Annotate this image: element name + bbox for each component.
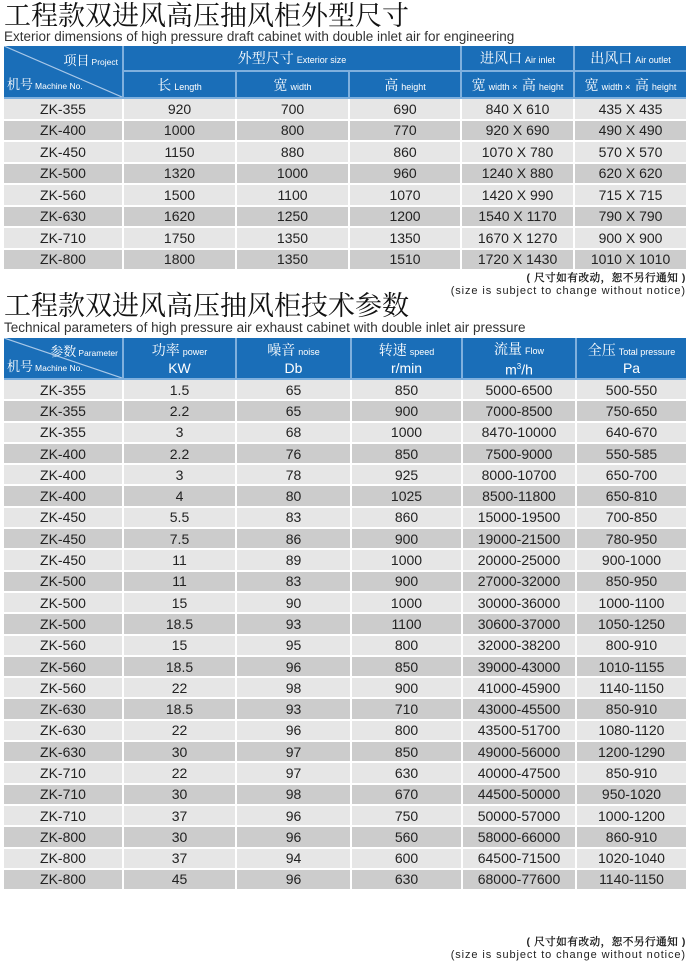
machine-no-cell: ZK-500 <box>4 593 124 614</box>
notice-2 <box>451 936 686 962</box>
value-cell: 620 X 620 <box>575 164 686 186</box>
value-cell: 22 <box>124 763 237 784</box>
technical-parameters-title-en: Technical parameters of high pressure air exhaust cabinet with double inlet air pressure <box>4 320 526 335</box>
value-cell: 30 <box>124 785 237 806</box>
value-cell: 3 <box>124 465 237 486</box>
table-row <box>4 785 686 806</box>
value-cell: 1080-1120 <box>577 721 686 742</box>
value-cell: 800 <box>352 721 463 742</box>
value-cell: 690 <box>350 99 462 121</box>
machine-no-cell: ZK-400 <box>4 465 124 486</box>
machine-no-cell: ZK-355 <box>4 99 124 121</box>
value-cell: 1000-1200 <box>577 806 686 827</box>
value-cell: 1540 X 1170 <box>462 207 575 229</box>
power-header: 功率 power KW <box>124 338 237 380</box>
value-cell: 27000-32000 <box>463 572 577 593</box>
value-cell: 93 <box>237 614 352 635</box>
value-cell: 43500-51700 <box>463 721 577 742</box>
value-cell: 1000 <box>352 423 463 444</box>
value-cell: 96 <box>237 657 352 678</box>
value-cell: 880 <box>237 142 350 164</box>
value-cell: 41000-45900 <box>463 678 577 699</box>
value-cell: 770 <box>350 121 462 143</box>
machine-no-cell: ZK-800 <box>4 250 124 272</box>
value-cell: 850-910 <box>577 763 686 784</box>
table-row <box>4 657 686 678</box>
table-row <box>4 593 686 614</box>
table-row <box>4 444 686 465</box>
value-cell: 58000-66000 <box>463 827 577 848</box>
value-cell: 8470-10000 <box>463 423 577 444</box>
machine-no-cell: ZK-630 <box>4 699 124 720</box>
value-cell: 860 <box>350 142 462 164</box>
technical-parameters-title-cn: 工程款双进风高压抽风柜技术参数 <box>4 291 409 322</box>
air-inlet-header: 进风口 Air inlet <box>462 46 575 72</box>
table-row <box>4 142 686 164</box>
value-cell: 650-700 <box>577 465 686 486</box>
machine-no-cell: ZK-500 <box>4 614 124 635</box>
machine-no-label-en: Machine No. <box>35 363 83 373</box>
value-cell: 65 <box>237 380 352 401</box>
value-cell: 1500 <box>124 185 237 207</box>
value-cell: 1240 X 880 <box>462 164 575 186</box>
value-cell: 960 <box>350 164 462 186</box>
value-cell: 44500-50000 <box>463 785 577 806</box>
table-row <box>4 763 686 784</box>
value-cell: 20000-25000 <box>463 550 577 571</box>
machine-no-cell: ZK-800 <box>4 849 124 870</box>
machine-no-cell: ZK-400 <box>4 121 124 143</box>
table-row <box>4 849 686 870</box>
machine-no-cell: ZK-630 <box>4 721 124 742</box>
value-cell: 1620 <box>124 207 237 229</box>
parameter-label-en: Parameter <box>78 348 118 358</box>
value-cell: 850-910 <box>577 699 686 720</box>
value-cell: 45 <box>124 870 237 891</box>
table-row <box>4 721 686 742</box>
value-cell: 7.5 <box>124 529 237 550</box>
value-cell: 43000-45500 <box>463 699 577 720</box>
notice-1 <box>451 272 686 298</box>
value-cell: 18.5 <box>124 657 237 678</box>
table-row <box>4 742 686 763</box>
exterior-dimensions-title-cn: 工程款双进风高压抽风柜外型尺寸 <box>4 1 409 32</box>
table-row <box>4 550 686 571</box>
table-row <box>4 870 686 891</box>
value-cell: 98 <box>237 785 352 806</box>
value-cell: 1070 <box>350 185 462 207</box>
value-cell: 15000-19500 <box>463 508 577 529</box>
value-cell: 670 <box>352 785 463 806</box>
machine-no-cell: ZK-800 <box>4 870 124 891</box>
machine-no-cell: ZK-400 <box>4 486 124 507</box>
corner-header <box>4 338 124 380</box>
value-cell: 22 <box>124 721 237 742</box>
value-cell: 920 X 690 <box>462 121 575 143</box>
value-cell: 96 <box>237 827 352 848</box>
table-row <box>4 636 686 657</box>
table-row <box>4 529 686 550</box>
value-cell: 22 <box>124 678 237 699</box>
value-cell: 1020-1040 <box>577 849 686 870</box>
value-cell: 800-910 <box>577 636 686 657</box>
value-cell: 850 <box>352 380 463 401</box>
value-cell: 1200-1290 <box>577 742 686 763</box>
value-cell: 15 <box>124 593 237 614</box>
machine-no-cell: ZK-500 <box>4 164 124 186</box>
table-row <box>4 699 686 720</box>
value-cell: 850 <box>352 657 463 678</box>
value-cell: 18.5 <box>124 614 237 635</box>
value-cell: 1720 X 1430 <box>462 250 575 272</box>
value-cell: 1050-1250 <box>577 614 686 635</box>
machine-no-cell: ZK-560 <box>4 185 124 207</box>
machine-no-cell: ZK-450 <box>4 550 124 571</box>
value-cell: 900 X 900 <box>575 228 686 250</box>
value-cell: 95 <box>237 636 352 657</box>
value-cell: 900 <box>352 401 463 422</box>
value-cell: 700-850 <box>577 508 686 529</box>
value-cell: 37 <box>124 849 237 870</box>
value-cell: 710 <box>352 699 463 720</box>
value-cell: 19000-21500 <box>463 529 577 550</box>
value-cell: 1100 <box>237 185 350 207</box>
value-cell: 570 X 570 <box>575 142 686 164</box>
value-cell: 640-670 <box>577 423 686 444</box>
value-cell: 1670 X 1270 <box>462 228 575 250</box>
value-cell: 920 <box>124 99 237 121</box>
value-cell: 30600-37000 <box>463 614 577 635</box>
exterior-dimensions-table <box>4 46 686 271</box>
value-cell: 1420 X 990 <box>462 185 575 207</box>
machine-no-cell: ZK-450 <box>4 529 124 550</box>
value-cell: 860-910 <box>577 827 686 848</box>
machine-no-label-cn: 机号 <box>7 78 34 93</box>
value-cell: 925 <box>352 465 463 486</box>
value-cell: 8500-11800 <box>463 486 577 507</box>
value-cell: 93 <box>237 699 352 720</box>
value-cell: 30 <box>124 827 237 848</box>
value-cell: 900 <box>352 572 463 593</box>
value-cell: 39000-43000 <box>463 657 577 678</box>
table-row <box>4 99 686 121</box>
value-cell: 98 <box>237 678 352 699</box>
noise-header: 噪音 noise Db <box>237 338 352 380</box>
value-cell: 2.2 <box>124 401 237 422</box>
machine-no-cell: ZK-630 <box>4 207 124 229</box>
value-cell: 500-550 <box>577 380 686 401</box>
value-cell: 780-950 <box>577 529 686 550</box>
value-cell: 700 <box>237 99 350 121</box>
flow-header: 流量 Flow $m^3/h$ <box>463 338 577 380</box>
value-cell: 1800 <box>124 250 237 272</box>
notice-2-cn: ( 尺寸如有改动，恕不另行通知 ) <box>526 936 686 948</box>
value-cell: 3 <box>124 423 237 444</box>
table-row <box>4 572 686 593</box>
value-cell: 96 <box>237 721 352 742</box>
machine-no-label-en: Machine No. <box>35 81 83 91</box>
table-row <box>4 423 686 444</box>
machine-no-cell: ZK-800 <box>4 827 124 848</box>
table-row <box>4 827 686 848</box>
speed-header: 转速 speed r/min <box>352 338 463 380</box>
value-cell: 4 <box>124 486 237 507</box>
value-cell: 83 <box>237 508 352 529</box>
value-cell: 5.5 <box>124 508 237 529</box>
value-cell: 1.5 <box>124 380 237 401</box>
value-cell: 65 <box>237 401 352 422</box>
value-cell: 1200 <box>350 207 462 229</box>
total-pressure-header: 全压 Total pressure Pa <box>577 338 686 380</box>
value-cell: 90 <box>237 593 352 614</box>
notice-1-en: (size is subject to change without notice) <box>450 285 686 297</box>
value-cell: 715 X 715 <box>575 185 686 207</box>
value-cell: 96 <box>237 870 352 891</box>
machine-no-cell: ZK-630 <box>4 742 124 763</box>
value-cell: 1150 <box>124 142 237 164</box>
table-row <box>4 121 686 143</box>
exterior-size-header: 外型尺寸 Exterior size <box>124 46 462 72</box>
value-cell: 97 <box>237 742 352 763</box>
value-cell: 40000-47500 <box>463 763 577 784</box>
technical-parameters-table <box>4 338 686 891</box>
value-cell: 11 <box>124 572 237 593</box>
value-cell: 900 <box>352 678 463 699</box>
value-cell: 1100 <box>352 614 463 635</box>
machine-no-label-cn: 机号 <box>7 360 34 375</box>
value-cell: 80 <box>237 486 352 507</box>
machine-no-cell: ZK-355 <box>4 380 124 401</box>
value-cell: 630 <box>352 870 463 891</box>
value-cell: 850 <box>352 742 463 763</box>
value-cell: 64500-71500 <box>463 849 577 870</box>
value-cell: 7000-8500 <box>463 401 577 422</box>
machine-no-cell: ZK-560 <box>4 636 124 657</box>
value-cell: 1025 <box>352 486 463 507</box>
value-cell: 1140-1150 <box>577 678 686 699</box>
value-cell: 78 <box>237 465 352 486</box>
machine-no-cell: ZK-355 <box>4 401 124 422</box>
air-outlet-header: 出风口 Air outlet <box>575 46 686 72</box>
parameter-label-cn: 参数 <box>50 345 77 360</box>
value-cell: 1750 <box>124 228 237 250</box>
corner-header <box>4 46 124 99</box>
value-cell: 550-585 <box>577 444 686 465</box>
value-cell: 600 <box>352 849 463 870</box>
table-row <box>4 164 686 186</box>
table-row <box>4 207 686 229</box>
value-cell: 435 X 435 <box>575 99 686 121</box>
inlet-size-header: 宽 width × 高 height <box>462 72 575 99</box>
value-cell: 750 <box>352 806 463 827</box>
value-cell: 89 <box>237 550 352 571</box>
value-cell: 1250 <box>237 207 350 229</box>
value-cell: 1510 <box>350 250 462 272</box>
machine-no-cell: ZK-400 <box>4 444 124 465</box>
machine-no-cell: ZK-500 <box>4 572 124 593</box>
notice-1-cn: ( 尺寸如有改动，恕不另行通知 ) <box>526 272 686 284</box>
value-cell: 1010-1155 <box>577 657 686 678</box>
value-cell: 790 X 790 <box>575 207 686 229</box>
value-cell: 950-1020 <box>577 785 686 806</box>
table-row <box>4 185 686 207</box>
value-cell: 1000-1100 <box>577 593 686 614</box>
table-row <box>4 678 686 699</box>
value-cell: 800 <box>352 636 463 657</box>
notice-2-en: (size is subject to change without notice) <box>450 949 686 961</box>
machine-no-cell: ZK-450 <box>4 142 124 164</box>
value-cell: 1140-1150 <box>577 870 686 891</box>
value-cell: 1070 X 780 <box>462 142 575 164</box>
table-row <box>4 486 686 507</box>
value-cell: 49000-56000 <box>463 742 577 763</box>
table-row <box>4 228 686 250</box>
value-cell: 11 <box>124 550 237 571</box>
value-cell: 68000-77600 <box>463 870 577 891</box>
value-cell: 86 <box>237 529 352 550</box>
table-row <box>4 806 686 827</box>
value-cell: 750-650 <box>577 401 686 422</box>
outlet-size-header: 宽 width × 高 height <box>575 72 686 99</box>
height-header: 高 height <box>350 72 462 99</box>
machine-no-cell: ZK-560 <box>4 678 124 699</box>
value-cell: 1010 X 1010 <box>575 250 686 272</box>
value-cell: 1320 <box>124 164 237 186</box>
value-cell: 490 X 490 <box>575 121 686 143</box>
length-header: 长 Length <box>124 72 237 99</box>
project-label-en: Project <box>91 57 118 67</box>
value-cell: 32000-38200 <box>463 636 577 657</box>
machine-no-cell: ZK-560 <box>4 657 124 678</box>
machine-no-cell: ZK-710 <box>4 785 124 806</box>
value-cell: 94 <box>237 849 352 870</box>
value-cell: 630 <box>352 763 463 784</box>
value-cell: 7500-9000 <box>463 444 577 465</box>
value-cell: 1000 <box>124 121 237 143</box>
value-cell: 860 <box>352 508 463 529</box>
value-cell: 76 <box>237 444 352 465</box>
machine-no-cell: ZK-710 <box>4 763 124 784</box>
value-cell: 30000-36000 <box>463 593 577 614</box>
table-row <box>4 250 686 272</box>
table-row <box>4 401 686 422</box>
value-cell: 850 <box>352 444 463 465</box>
value-cell: 900 <box>352 529 463 550</box>
value-cell: 1350 <box>350 228 462 250</box>
machine-no-cell: ZK-355 <box>4 423 124 444</box>
value-cell: 50000-57000 <box>463 806 577 827</box>
table-row <box>4 614 686 635</box>
value-cell: 37 <box>124 806 237 827</box>
table-row <box>4 465 686 486</box>
value-cell: 1000 <box>352 550 463 571</box>
machine-no-cell: ZK-710 <box>4 228 124 250</box>
exterior-dimensions-title-en: Exterior dimensions of high pressure draft cabinet with double inlet air for engineering <box>4 29 515 44</box>
value-cell: 30 <box>124 742 237 763</box>
value-cell: 1000 <box>237 164 350 186</box>
machine-no-cell: ZK-450 <box>4 508 124 529</box>
value-cell: 1000 <box>352 593 463 614</box>
value-cell: 1350 <box>237 250 350 272</box>
value-cell: 96 <box>237 806 352 827</box>
value-cell: 8000-10700 <box>463 465 577 486</box>
value-cell: 1350 <box>237 228 350 250</box>
machine-no-cell: ZK-710 <box>4 806 124 827</box>
value-cell: 5000-6500 <box>463 380 577 401</box>
table-row <box>4 380 686 401</box>
value-cell: 97 <box>237 763 352 784</box>
value-cell: 560 <box>352 827 463 848</box>
value-cell: 2.2 <box>124 444 237 465</box>
value-cell: 650-810 <box>577 486 686 507</box>
table-row <box>4 508 686 529</box>
value-cell: 850-950 <box>577 572 686 593</box>
value-cell: 83 <box>237 572 352 593</box>
value-cell: 68 <box>237 423 352 444</box>
project-label-cn: 项目 <box>63 54 90 69</box>
value-cell: 15 <box>124 636 237 657</box>
value-cell: 18.5 <box>124 699 237 720</box>
value-cell: 840 X 610 <box>462 99 575 121</box>
value-cell: 800 <box>237 121 350 143</box>
value-cell: 900-1000 <box>577 550 686 571</box>
width-header: 宽 width <box>237 72 350 99</box>
